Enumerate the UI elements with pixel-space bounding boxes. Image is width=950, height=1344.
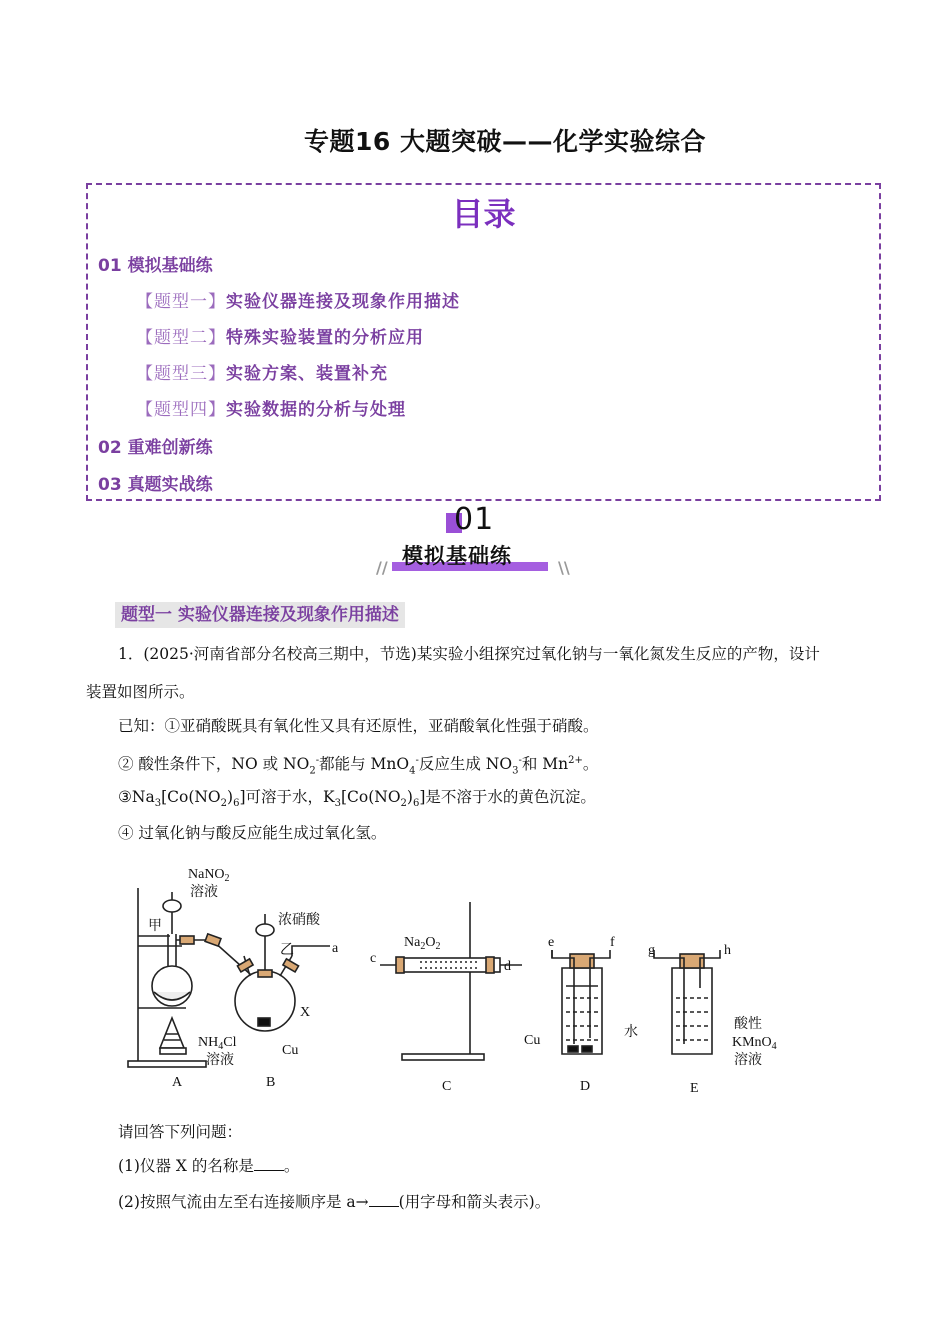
label-na2o2: $Na_2O_2$ bbox=[404, 935, 441, 952]
label-c: c bbox=[370, 951, 377, 966]
document-title: 专题16 大题突破——化学实验综合 bbox=[304, 127, 706, 156]
label-kmno4: KMnO$_4$ bbox=[732, 1035, 777, 1052]
table-of-contents bbox=[86, 183, 881, 501]
label-X: X bbox=[300, 1005, 311, 1020]
toc-section-03[interactable]: 03 真题实战练 bbox=[98, 475, 213, 495]
known-condition-4: ④ 过氧化钠与酸反应能生成过氧化氢。 bbox=[118, 824, 387, 842]
label-water: 水 bbox=[624, 1024, 638, 1040]
toc-item-tag: 【题型三】 bbox=[136, 364, 226, 384]
decorative-slash-icon: // bbox=[376, 558, 388, 577]
label-nano2: NaNO$_2$ bbox=[188, 867, 230, 884]
known-condition-2: ② 酸性条件下，NO 或 $NO_2^-$都能与 MnO$_4$-反应生成 $NO_3^-$和 $Mn^{2+}$。 bbox=[118, 755, 599, 777]
sub-question-1: (1)仪器 X 的名称是 。 bbox=[118, 1157, 300, 1175]
label-nano2-solution: 溶液 bbox=[190, 884, 218, 900]
label-d: d bbox=[504, 959, 511, 974]
section-label: 模拟基础练 bbox=[402, 544, 512, 568]
decorative-slash-icon: \\ bbox=[558, 558, 570, 577]
label-yi: 乙 bbox=[280, 942, 294, 958]
label-g: g bbox=[648, 943, 655, 958]
section-banner bbox=[372, 502, 572, 582]
toc-item-text: 实验数据的分析与处理 bbox=[226, 400, 406, 420]
label-h: h bbox=[724, 943, 731, 958]
toc-item-text: 实验仪器连接及现象作用描述 bbox=[226, 292, 460, 312]
toc-item-type-3[interactable] bbox=[136, 359, 388, 384]
label-acidic: 酸性 bbox=[734, 1016, 762, 1032]
toc-heading: 目录 bbox=[451, 195, 516, 233]
toc-section-02[interactable]: 02 重难创新练 bbox=[98, 438, 213, 458]
toc-item-type-1[interactable] bbox=[136, 287, 460, 312]
toc-item-text: 特殊实验装置的分析应用 bbox=[226, 328, 424, 348]
label-f: f bbox=[610, 935, 615, 950]
answer-prompt: 请回答下列问题： bbox=[118, 1123, 243, 1141]
label-D: D bbox=[580, 1079, 591, 1094]
answer-blank[interactable] bbox=[254, 1156, 284, 1171]
label-nh4cl-solution: 溶液 bbox=[206, 1052, 234, 1068]
label-nh4cl: $NH_4Cl$ bbox=[198, 1035, 237, 1052]
label-cu-b: Cu bbox=[282, 1043, 299, 1058]
label-conc-hno3: 浓硝酸 bbox=[278, 912, 320, 928]
known-condition-3: $③Na_3[Co(NO_2)_6]$可溶于水，$K_3[Co(NO_2)_6]$是不溶于水的黄色沉淀。 bbox=[118, 788, 596, 810]
question-type-heading: 题型一 实验仪器连接及现象作用描述 bbox=[115, 602, 405, 628]
label-E: E bbox=[690, 1081, 699, 1096]
label-C: C bbox=[442, 1079, 452, 1094]
apparatus-figure bbox=[120, 858, 820, 1098]
toc-item-type-2[interactable] bbox=[136, 323, 424, 348]
answer-blank[interactable] bbox=[369, 1192, 399, 1207]
section-number: 01 bbox=[454, 502, 495, 537]
toc-item-tag: 【题型一】 bbox=[136, 292, 226, 312]
label-cu-d: Cu bbox=[524, 1033, 541, 1048]
toc-section-01[interactable]: 01 模拟基础练 bbox=[98, 256, 213, 276]
apparatus-diagram bbox=[120, 858, 820, 1098]
label-kmno4-solution: 溶液 bbox=[734, 1052, 762, 1068]
label-a: a bbox=[332, 941, 339, 956]
toc-item-tag: 【题型二】 bbox=[136, 328, 226, 348]
label-B: B bbox=[266, 1075, 276, 1090]
question-stem-line-2: 装置如图所示。 bbox=[86, 683, 195, 701]
label-e: e bbox=[548, 935, 555, 950]
label-jia: 甲 bbox=[148, 918, 162, 934]
toc-item-type-4[interactable] bbox=[136, 395, 406, 420]
toc-item-text: 实验方案、装置补充 bbox=[226, 364, 388, 384]
toc-item-tag: 【题型四】 bbox=[136, 400, 226, 420]
label-A: A bbox=[172, 1075, 183, 1090]
known-condition-1: 已知：①亚硝酸既具有氧化性又具有还原性，亚硝酸氧化性强于硝酸。 bbox=[118, 717, 599, 735]
sub-question-2: (2)按照气流由左至右连接顺序是 a→ (用字母和箭头表示)。 bbox=[118, 1193, 551, 1211]
question-stem-line-1: 1．(2025·河南省部分名校高三期中，节选)某实验小组探究过氧化钠与一氧化氮发生反应的产物，设计 bbox=[118, 645, 820, 663]
